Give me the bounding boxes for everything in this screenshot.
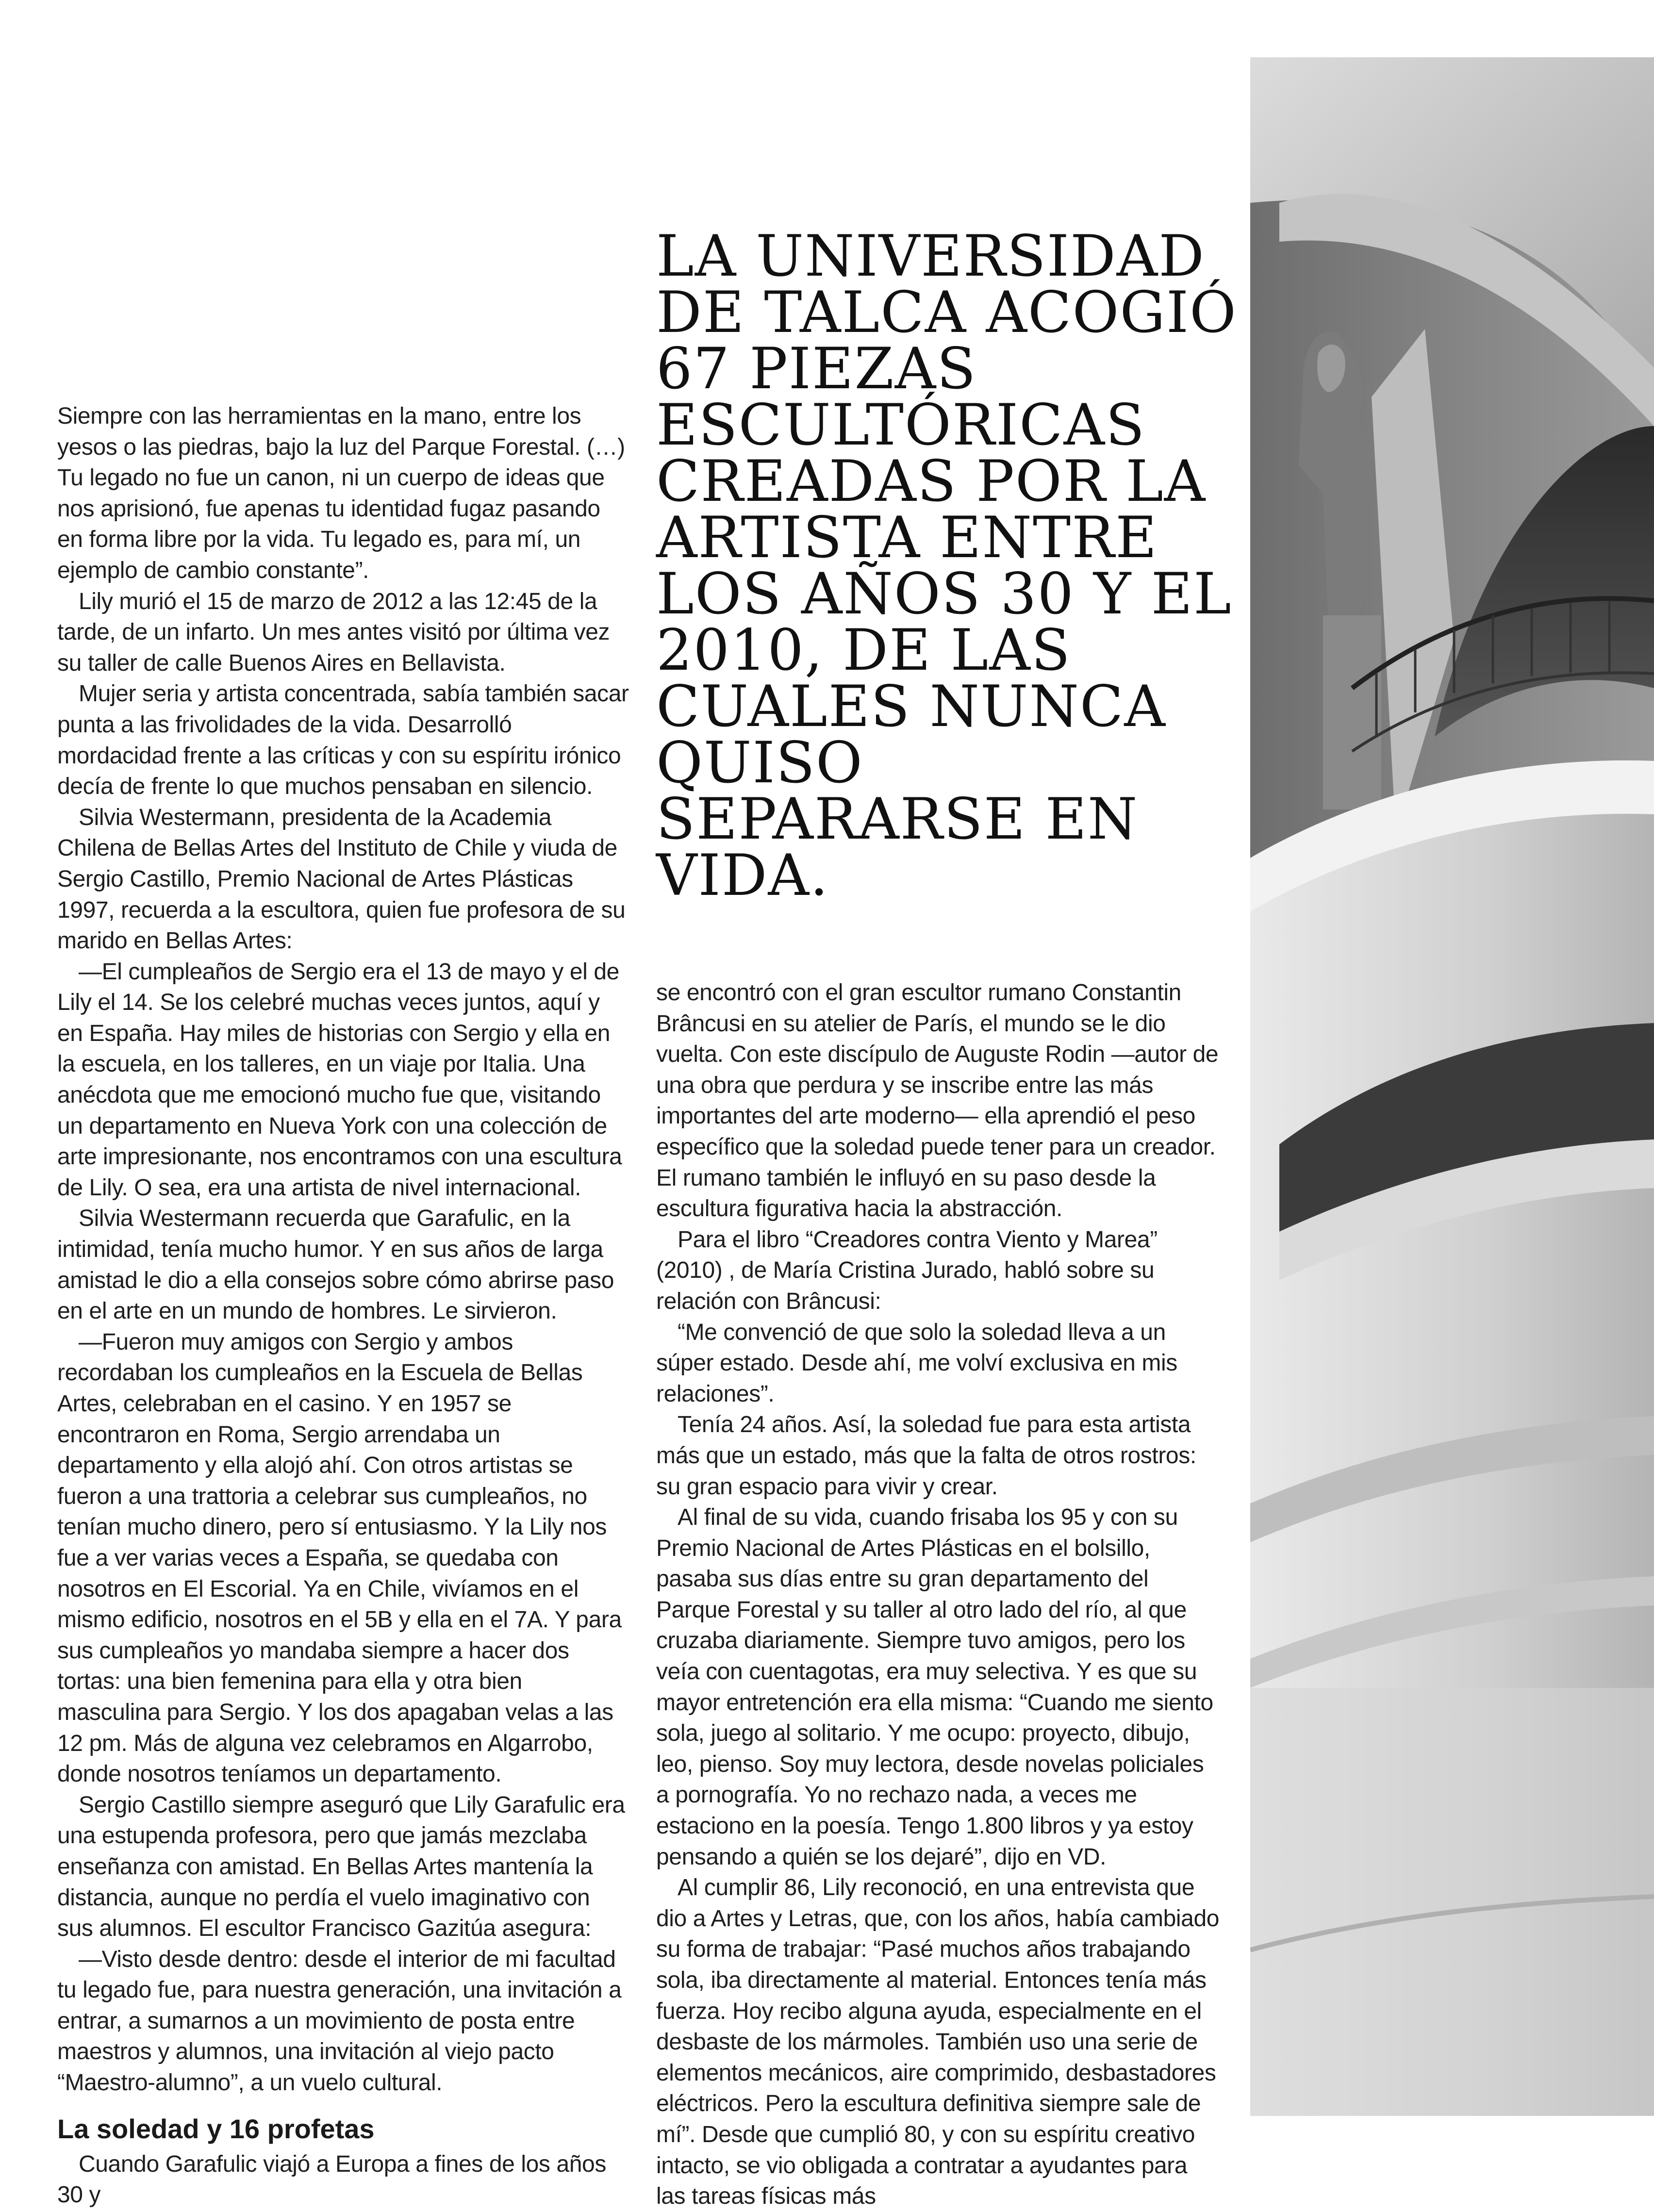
paragraph: Silvia Westermann, presidenta de la Academia Chilena de Bellas Artes del Instituto de Chile y viuda de Sergio Castillo, Premio Nacional de Artes Plásticas 1997, recuerda a la escultora, quien fue profesora de su marido en Bellas Artes: xyxy=(57,804,626,954)
paragraph: Al cumplir 86, Lily reconoció, en una entrevista que dio a Artes y Letras, que, con los años, había cambiado su forma de trabajar: “Pasé muchos años trabajando sola, iba directamente al material. Entonces tenía más fuerza. Hoy recibo alguna ayuda, especialmente en el desbaste de los mármoles. También uso una serie de elementos mecánicos, aire comprimido, desbastadores eléctricos. Pero la escultura definitiva siempre sale de mí”. Desde que cumplió 80, y con su espíritu creativo intacto, se vio obligada a contratar a ayudantes para las tareas físicas más xyxy=(656,1875,1220,2210)
paragraph: —Fueron muy amigos con Sergio y ambos recordaban los cumpleaños en la Escuela de Bellas Artes, celebraban en el casino. Y en 1957 se encontraron en Roma, Sergio arrendaba un departamento y ella alojó ahí. Con otros artistas se fueron a una trattoria a celebrar sus cumpleaños, no tenían mucho dinero, pero sí entusiasmo. Y la Lily nos fue a ver varias veces a España, se quedaba con nosotros en El Escorial. Ya en Chile, vivíamos en el mismo edificio, nosotros en el 5B y ella en el 7A. Y para sus cumpleaños yo mandaba siempre a hacer dos tortas: una bien femenina para ella y otra bien masculina para Sergio. Y los dos apagaban velas a las 12 pm. Más de alguna vez celebramos en Algarrobo, donde nosotros teníamos un departamento. xyxy=(57,1329,622,1787)
paragraph: Tenía 24 años. Así, la soledad fue para esta artista más que un estado, más que la falta de otros rostros: su gran espacio para vivir y crear. xyxy=(656,1412,1196,1500)
section-subheading: La soledad y 16 profetas xyxy=(57,2113,375,2144)
paragraph: —Visto desde dentro: desde el interior de mi facultad tu legado fue, para nuestra generación, una invitación a entrar, a sumarnos a un movimiento de posta entre maestros y alumnos, una invitación al viejo pacto “Maestro-alumno”, a un vuelo cultural. xyxy=(57,1946,622,2096)
paragraph: Para el libro “Creadores contra Viento y Marea” (2010) , de María Cristina Jurado, habló sobre su relación con Brâncusi: xyxy=(656,1226,1158,1314)
paragraph: Lily murió el 15 de marzo de 2012 a las 12:45 de la tarde, de un infarto. Un mes antes visitó por última vez su taller de calle Buenos Aires en Bellavista. xyxy=(57,588,610,676)
paragraph: Silvia Westermann recuerda que Garafulic, en la intimidad, tenía mucho humor. Y en sus años de larga amistad le dio a ella consejos sobre cómo abrirse paso en el arte en un mundo de hombres. Le sirvieron. xyxy=(57,1205,614,1324)
paragraph: Mujer seria y artista concentrada, sabía también sacar punta a las frivolidades de la vida. Desarrolló mordacidad frente a las críticas y con su espíritu irónico decía de frente lo que muchos pensaban en silencio. xyxy=(57,681,629,800)
paragraph: Siempre con las herramientas en la mano, entre los yesos o las piedras, bajo la luz del Parque Forestal. (…) Tu legado no fue un canon, ni un cuerpo de ideas que nos aprisionó, fue apenas tu identidad fugaz pasando en forma libre por la vida. Tu legado es, para mí, un ejemplo de cambio constante”. xyxy=(57,403,625,583)
sculpture-building-photo xyxy=(1250,57,1654,2116)
paragraph: se encontró con el gran escultor rumano Constantin Brâncusi en su atelier de París, el mundo se le dio vuelta. Con este discípulo de Auguste Rodin —autor de una obra que perdura y se inscribe entre las más importantes del arte moderno— ella aprendió el peso específico que la soledad puede tener para un creador. El rumano también le influyó en su paso desde la escultura figurativa hacia la abstracción. xyxy=(656,980,1219,1222)
pull-quote: LA UNIVERSIDAD DE TALCA ACOGIÓ 67 PIEZAS ESCULTÓRICAS CREADAS POR LA ARTISTA ENTRE LOS AÑOS 30 Y EL 2010, DE LAS CUALES NUNCA QUISO SEPARARSE EN VIDA. xyxy=(656,223,1237,908)
paragraph: Cuando Garafulic viajó a Europa a fines de los años 30 y xyxy=(57,2151,606,2208)
right-text-column xyxy=(656,977,1221,2212)
paragraph: “Me convenció de que solo la soledad lleva a un súper estado. Desde ahí, me volví exclusiva en mis relaciones”. xyxy=(656,1319,1177,1407)
paragraph: Sergio Castillo siempre aseguró que Lily Garafulic era una estupenda profesora, pero que jamás mezclaba enseñanza con amistad. En Bellas Artes mantenía la distancia, aunque no perdía el vuelo imaginativo con sus alumnos. El escultor Francisco Gazitúa asegura: xyxy=(57,1792,625,1942)
paragraph: —El cumpleaños de Sergio era el 13 de mayo y el de Lily el 14. Se los celebré muchas veces juntos, aquí y en España. Hay miles de historias con Sergio y ella en la escuela, en los talleres, en un viaje por Italia. Una anécdota que me emocionó mucho fue que, visitando un departamento en Nueva York con una colección de arte impresionante, nos encontramos con una escultura de Lily. O sea, era una artista de nivel internacional. xyxy=(57,958,622,1201)
paragraph: Al final de su vida, cuando frisaba los 95 y con su Premio Nacional de Artes Plásticas en el bolsillo, pasaba sus días entre su gran departamento del Parque Forestal y su taller al otro lado del río, al que cruzaba diariamente. Siempre tuvo amigos, pero los veía con cuentagotas, era muy selectiva. Y es que su mayor entretención era ella misma: “Cuando me siento sola, juego al solitario. Y me ocupo: proyecto, dibujo, leo, pienso. Soy muy lectora, desde novelas policiales a pornografía. Yo no rechazo nada, a veces me estaciono en la poesía. Tengo 1.800 libros y ya estoy pensando a quién se los dejaré”, dijo en VD. xyxy=(656,1504,1213,1870)
left-text-column xyxy=(57,401,630,2211)
